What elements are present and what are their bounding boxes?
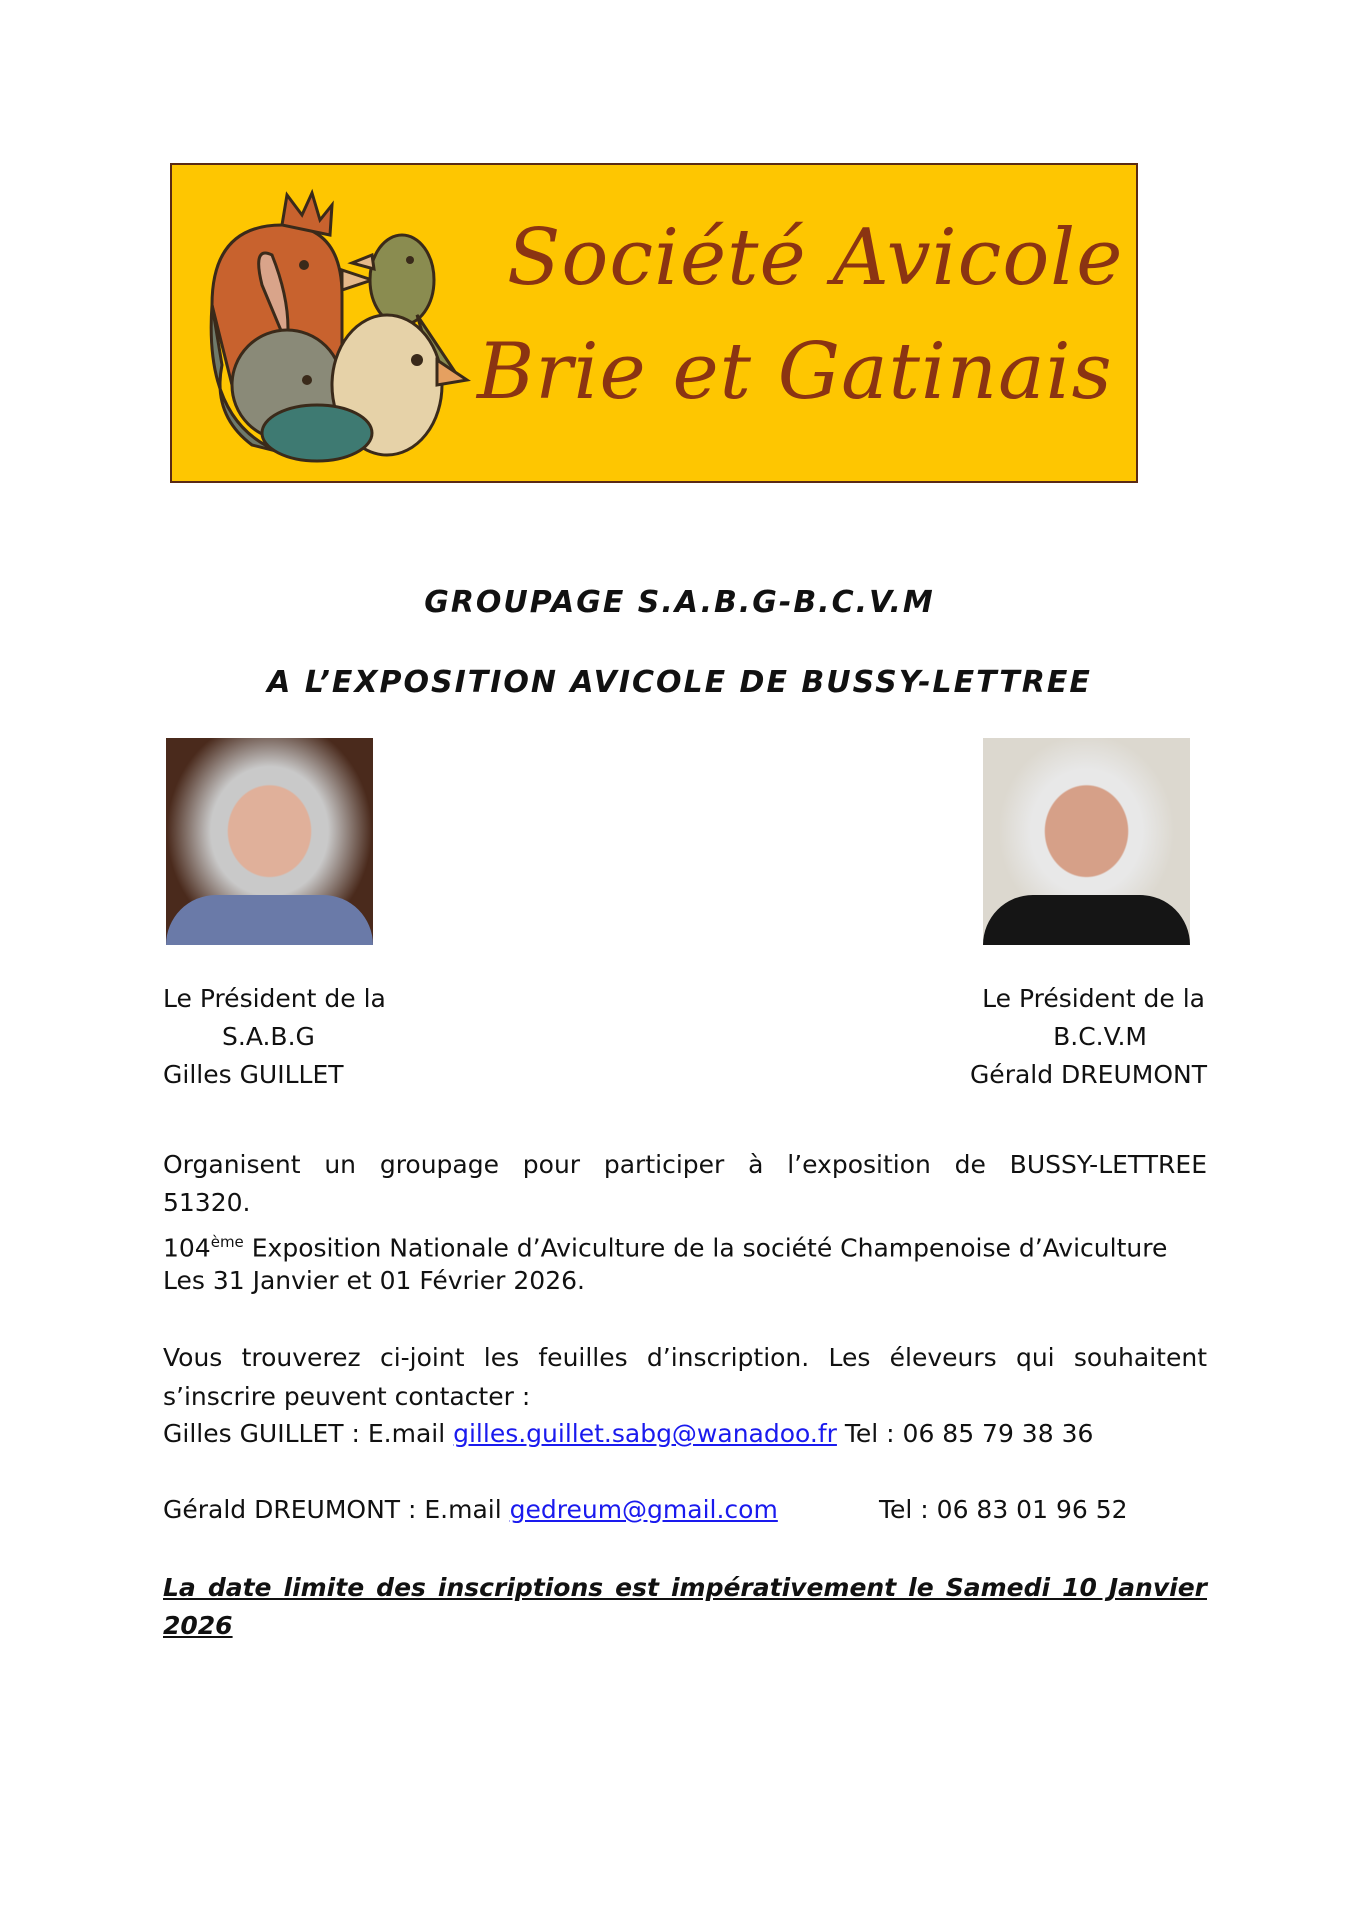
deadline-notice: La date limite des inscriptions est impérativement le Samedi 10 Janvier — [163, 1573, 1207, 1602]
photo-gilles-guillet — [166, 738, 373, 945]
body-paragraph-3-end: s’inscrire peuvent contacter : — [163, 1382, 531, 1411]
exhibition-name: Exposition Nationale d’Aviculture de la société Champenoise d’Aviculture — [243, 1233, 1168, 1263]
edition-number: 104 — [163, 1233, 211, 1263]
contact-gerald-tel: Tel : 06 83 01 96 52 — [879, 1495, 1128, 1524]
right-president-name: Gérald DREUMONT — [969, 1060, 1207, 1089]
contact-gerald — [163, 1491, 1207, 1529]
body-paragraph-3: Vous trouverez ci-joint les feuilles d’inscription. Les éleveurs qui souhaitent — [163, 1343, 1207, 1372]
document-subtitle: A L’EXPOSITION AVICOLE DE BUSSY-LETTREE — [267, 665, 1092, 700]
body-paragraph-1-end: 51320. — [163, 1188, 251, 1217]
contact-gerald-label: Gérald DREUMONT : E.mail — [163, 1495, 510, 1524]
edition-suffix: ème — [210, 1233, 244, 1251]
logo-line-1: Société Avicole — [507, 213, 1124, 303]
left-president-name: Gilles GUILLET — [163, 1060, 344, 1089]
left-president-role: Le Président de la — [163, 984, 386, 1013]
exhibition-dates: Les 31 Janvier et 01 Février 2026. — [163, 1266, 585, 1295]
society-logo-banner — [170, 163, 1138, 483]
body-paragraph-1: Organisent un groupage pour participer à l’exposition de BUSSY-LETTREE — [163, 1150, 1207, 1179]
deadline-notice-year: 2026 — [163, 1611, 233, 1640]
animals-illustration-icon — [192, 185, 492, 465]
contact-gilles — [163, 1415, 1207, 1453]
document-title: GROUPAGE S.A.B.G-B.C.V.M — [424, 585, 935, 620]
contact-gilles-label: Gilles GUILLET : E.mail — [163, 1419, 454, 1448]
email-link-gilles[interactable]: gilles.guillet.sabg@wanadoo.fr — [453, 1419, 837, 1448]
logo-line-2: Brie et Gatinais — [477, 327, 1113, 417]
email-link-gerald[interactable]: gedreum@gmail.com — [509, 1495, 778, 1524]
left-president-org: S.A.B.G — [222, 1022, 315, 1051]
exhibition-line — [163, 1223, 1207, 1267]
contact-gilles-tel: Tel : 06 85 79 38 36 — [836, 1419, 1094, 1448]
photo-gerald-dreumont — [983, 738, 1190, 945]
right-president-org: B.C.V.M — [1053, 1022, 1147, 1051]
right-president-role: Le Président de la — [982, 984, 1205, 1013]
